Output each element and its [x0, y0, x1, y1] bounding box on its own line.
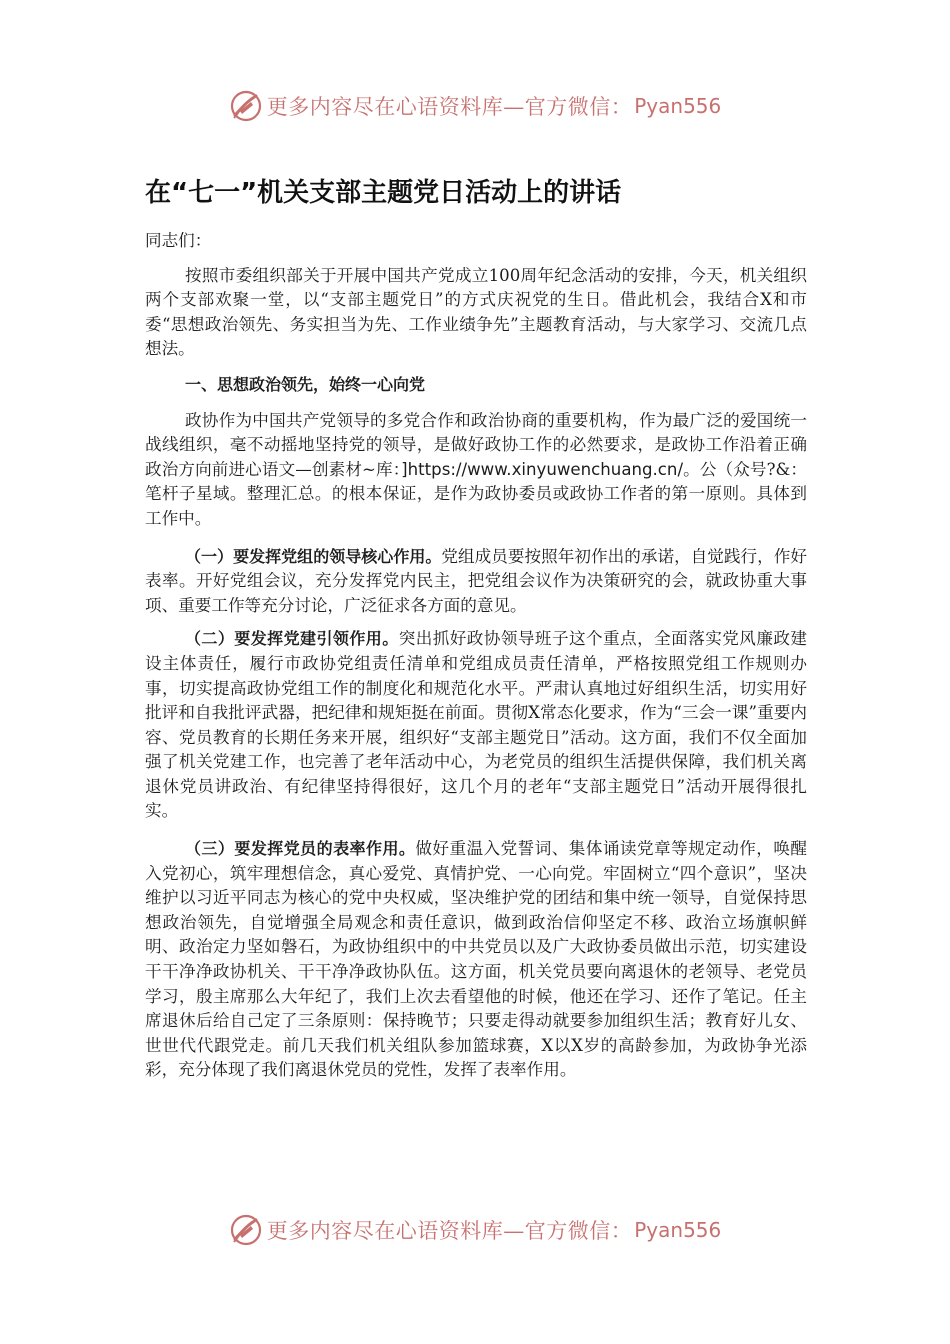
watermark-banner-top [0, 86, 950, 126]
item-3-lead: （三）要发挥党员的表率作用。 [185, 839, 416, 859]
item-2-paragraph [145, 627, 807, 824]
section-1-url: ]https://www.xinyuwenchuang.cn/ [401, 459, 684, 479]
item-1-paragraph [145, 545, 807, 619]
watermark-text: 更多内容尽在心语资料库—官方微信： [266, 95, 633, 119]
pen-logo-icon [229, 89, 263, 123]
section-1-text-a: 政协作为中国共产党领导的多党合作和政治协商的重要机构，作为最广泛的爱国统一战线组织，毫不动摇地坚持党的领导，是做好政协工作的必然要求，是政协工作沿着正确政治方向前进心语文—创素材~库： [145, 410, 807, 479]
section-1-text-b: 。公（众号?&：笔杆子星域。整理汇总。的根本保证，是作为政协委员或政协工作者的第一原则。具体到工作中。 [145, 459, 807, 528]
document-body [145, 172, 807, 1083]
item-1-lead: （一）要发挥党组的领导核心作用。 [185, 546, 442, 566]
salutation: 同志们： [145, 231, 212, 250]
item-1-body: 党组成员要按照年初作出的承诺，自觉践行，作好表率。开好党组会议，充分发挥党内民主，把党组会议作为决策研究的会，就政协重大事项、重要工作等充分讨论，广泛征求各方面的意见。 [145, 546, 807, 615]
section-heading-1 [145, 373, 807, 398]
section-heading-1-text: 一、思想政治领先，始终一心向党 [185, 374, 426, 394]
document-title: 在“七一”机关支部主题党日活动上的讲话 [145, 178, 622, 208]
intro-paragraph: 按照市委组织部关于开展中国共产党成立100周年纪念活动的安排，今天，机关组织两个支部欢聚一堂，以“支部主题党日”的方式庆祝党的生日。借此机会，我结合X和市委“思想政治领先、务实担当为先、工作业绩争先”主题教育活动，与大家学习、交流几点想法。 [145, 265, 807, 359]
item-3-paragraph [145, 837, 807, 1083]
watermark-wechat-id: Pyan556 [634, 94, 722, 118]
section-1-paragraph [145, 409, 807, 532]
watermark-wechat-id: Pyan556 [634, 1218, 722, 1242]
item-3-body: 做好重温入党誓词、集体诵读党章等规定动作，唤醒入党初心，筑牢理想信念，真心爱党、真情护党、一心向党。牢固树立“四个意识”，坚决维护以习近平同志为核心的党中央权威，坚决维护党的团结和集中统一领导，自觉保持思想政治领先，自觉增强全局观念和责任意识，做到政治信仰坚定不移、政治立场旗帜鲜明、政治定力坚如磐石，为政协组织中的中共党员以及广大政协委员做出示范，切实建设干干净净政协机关、干干净净政协队伍。这方面，机关党员要向离退休的老领导、老党员学习，殷主席那么大年纪了，我们上次去看望他的时候，他还在学习、还作了笔记。任主席退休后给自己定了三条原则：保持晚节；只要走得动就要参加组织生活；教育好儿女、世世代代跟党走。前几天我们机关组队参加篮球赛，X以X岁的高龄参加，为政协争光添彩，充分体现了我们离退休党员的党性，发挥了表率作用。 [145, 839, 807, 1080]
item-2-lead: （二）要发挥党建引领作用。 [185, 629, 399, 649]
watermark-text: 更多内容尽在心语资料库—官方微信： [266, 1219, 633, 1243]
item-2-body: 突出抓好政协领导班子这个重点，全面落实党风廉政建设主体责任，履行市政协党组责任清单和党组成员责任清单，严格按照党组工作规则办事，切实提高政协党组工作的制度化和规范化水平。严肃认真地过好组织生活，切实用好批评和自我批评武器，把纪律和规矩挺在前面。贯彻X常态化要求，作为“三会一课”重要内容、党员教育的长期任务来开展，组织好“支部主题党日”活动。这方面，我们不仅全面加强了机关党建工作，也完善了老年活动中心，为老党员的组织生活提供保障，我们机关离退休党员讲政治、有纪律坚持得很好，这几个月的老年“支部主题党日”活动开展得很扎实。 [145, 629, 807, 821]
pen-logo-icon [229, 1213, 263, 1247]
watermark-banner-bottom [0, 1210, 950, 1250]
